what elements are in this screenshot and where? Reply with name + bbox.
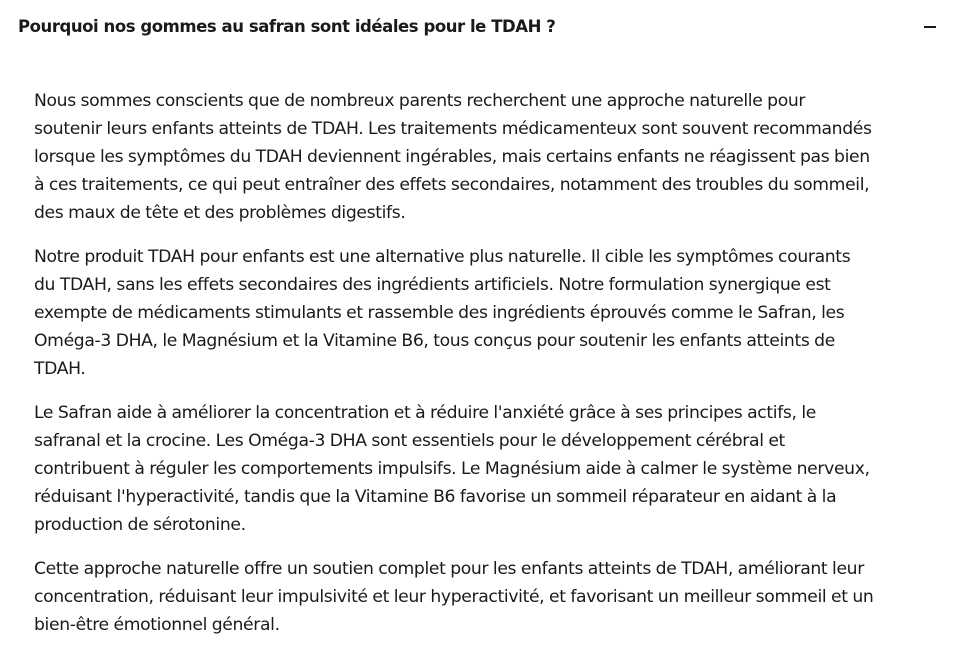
text-line: Cette approche naturelle offre un soutien complet pour les enfants atteints de TDAH, améliorant leur <box>34 559 864 579</box>
text-line: exempte de médicaments stimulants et rassemble des ingrédients éprouvés comme le Safran, les <box>34 303 845 323</box>
text-line: lorsque les symptômes du TDAH deviennent ingérables, mais certains enfants ne réagissent pas bien <box>34 147 870 167</box>
text-line: bien-être émotionnel général. <box>34 615 280 635</box>
text-line: Oméga-3 DHA, le Magnésium et la Vitamine B6, tous conçus pour soutenir les enfants atteints de <box>34 331 835 351</box>
text-line: production de sérotonine. <box>34 515 246 535</box>
text-line: réduisant l'hyperactivité, tandis que la Vitamine B6 favorise un sommeil réparateur en aidant à la <box>34 487 837 507</box>
accordion-header[interactable] <box>18 12 940 42</box>
answer-paragraph <box>34 87 934 227</box>
question-title[interactable]: Pourquoi nos gommes au safran sont idéales pour le TDAH ? <box>18 17 556 36</box>
text-line: safranal et la crocine. Les Oméga-3 DHA sont essentiels pour le développement cérébral et <box>34 431 785 451</box>
answer-paragraph <box>34 399 934 539</box>
text-line: Nous sommes conscients que de nombreux parents recherchent une approche naturelle pour <box>34 91 806 111</box>
answer-paragraph <box>34 243 934 383</box>
text-line: TDAH. <box>34 359 86 379</box>
text-line: Notre produit TDAH pour enfants est une alternative plus naturelle. Il cible les symptômes courants <box>34 247 851 267</box>
text-line: soutenir leurs enfants atteints de TDAH. Les traitements médicamenteux sont souvent recommandés <box>34 119 872 139</box>
text-line: Le Safran aide à améliorer la concentration et à réduire l'anxiété grâce à ses principes actifs, le <box>34 403 816 423</box>
answer-paragraph <box>34 555 934 639</box>
text-line: contribuent à réguler les comportements impulsifs. Le Magnésium aide à calmer le système nerveux, <box>34 459 870 479</box>
text-line: à ces traitements, ce qui peut entraîner des effets secondaires, notamment des troubles du sommeil, <box>34 175 870 195</box>
text-line: du TDAH, sans les effets secondaires des ingrédients artificiels. Notre formulation synergique est <box>34 275 831 295</box>
minus-icon[interactable] <box>924 26 936 28</box>
answer-panel <box>34 87 934 655</box>
text-line: concentration, réduisant leur impulsivité et leur hyperactivité, et favorisant un meilleur sommeil et un <box>34 587 874 607</box>
text-line: des maux de tête et des problèmes digestifs. <box>34 203 406 223</box>
